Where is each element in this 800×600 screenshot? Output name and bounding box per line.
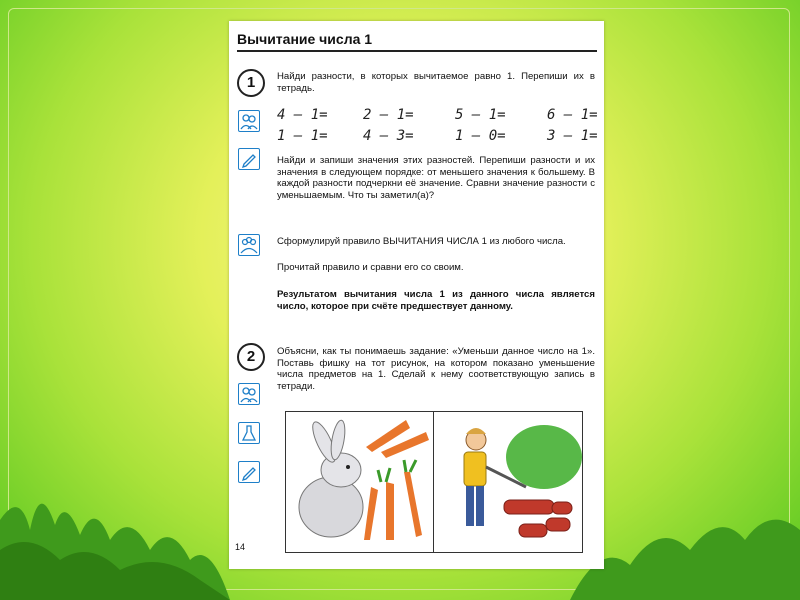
boy-sawing-picture[interactable] — [433, 411, 583, 553]
expression: 1 – 1= — [277, 128, 328, 144]
pencil-icon — [238, 148, 260, 170]
page-title: Вычитание числа 1 — [237, 31, 597, 52]
expression: 5 – 1= — [455, 107, 506, 123]
expression: 1 – 0= — [455, 128, 506, 144]
expression: 4 – 1= — [277, 107, 328, 123]
group-work-icon — [238, 234, 260, 256]
rabbit-icon — [286, 412, 434, 552]
rabbit-carrots-picture[interactable] — [285, 411, 435, 553]
page-number: 14 — [235, 542, 246, 552]
task1-text3b: Прочитай правило и сравни его со своим. — [277, 262, 464, 273]
textbook-page — [229, 21, 604, 569]
boy-sawing-icon — [434, 412, 582, 552]
expression: 3 – 1= — [547, 128, 598, 144]
expression: 4 – 3= — [363, 128, 414, 144]
expression: 6 – 1= — [547, 107, 598, 123]
task1-text3a: Сформулируй правило ВЫЧИТАНИЯ ЧИСЛА 1 из любого числа. — [277, 236, 566, 247]
pair-work-icon — [238, 383, 260, 405]
task1-instruction: Найди разности, в которых вычитаемое равно 1. Перепиши их в тетрадь. — [277, 71, 595, 94]
task-number-2: 2 — [237, 343, 265, 371]
task1-text2: Найди и запиши значения этих разностей. Перепиши разности и их значения в следующем порядке: от меньшего значения к большему. В каждой разности подчеркни её значение. Сравни значение разности с уменьшаемым. Что ты заметил(а)? — [277, 155, 595, 201]
expression: 2 – 1= — [363, 107, 414, 123]
rule-text: Результатом вычитания числа 1 из данного числа является число, которое при счёте предшествует данному. — [277, 289, 595, 312]
pencil-icon — [238, 461, 260, 483]
flask-icon — [238, 422, 260, 444]
task-number-1: 1 — [237, 69, 265, 97]
task2-instruction: Объясни, как ты понимаешь задание: «Уменьши данное число на 1». Поставь фишку на тот рисунок, на котором показано уменьшение числа предметов на 1. Сделай к нему соответствующую запись в тетради. — [277, 346, 595, 392]
pair-work-icon — [238, 110, 260, 132]
